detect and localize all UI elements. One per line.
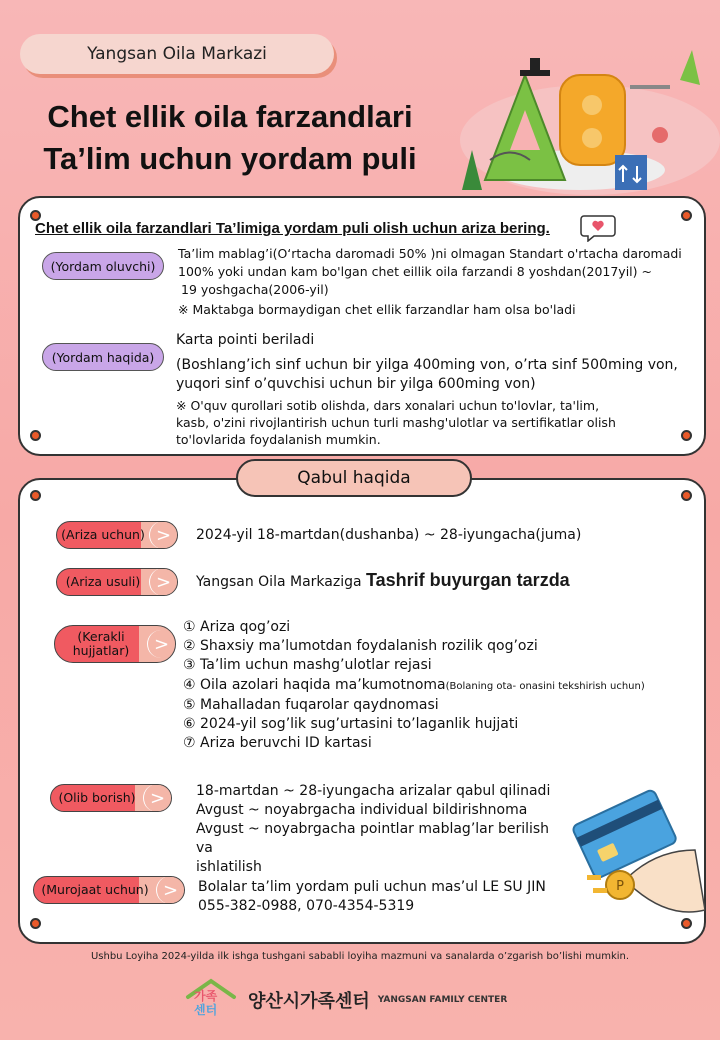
support-description: Karta pointi beriladi (Boshlang’ich sinf uchun bir yilga 400ming von, o’rta sinf 500ming von, yuqori sinf o’quvchisi uchun bir yilga 600ming von) — [176, 332, 678, 392]
list-item: ⑤ Mahalladan fuqarolar qaydnomasi — [183, 696, 439, 713]
period-text: 2024-yil 18-martdan(dushanba) ~ 28-iyungacha(juma) — [196, 527, 582, 543]
corner-dot — [30, 430, 41, 441]
organization-pill — [20, 34, 334, 74]
documents-tag: (Kerakli hujjatlar) > — [54, 625, 176, 663]
method-tag: (Ariza usuli) > — [56, 568, 178, 596]
page-title — [20, 96, 440, 180]
corner-dot — [30, 918, 41, 929]
abc-blocks-illustration — [430, 30, 720, 205]
list-item: ① Ariza qog’ozi — [183, 619, 291, 635]
title-line-2: Ta’lim uchun yordam puli — [43, 141, 417, 176]
arrow-right-icon: > — [149, 521, 177, 549]
list-item: ② Shaxsiy ma’lumotdan foydalanish rozilik qog’ozi — [183, 638, 538, 655]
corner-dot — [30, 490, 41, 501]
process-description: 18-martdan ~ 28-iyungacha arizalar qabul qilinadi Avgust ~ noyabrgacha individual bildirishnoma Avgust ~ noyabrgacha pointlar mablag’lar berilish va ishlatilish — [196, 783, 551, 875]
organization-name: Yangsan Oila Markazi — [87, 44, 267, 64]
title-line-1: Chet ellik oila farzandlari — [47, 99, 413, 134]
support-note: ※ O'quv qurollari sotib olishda, dars xonalari uchun to'lovlar, ta'lim, kasb, o'zini rivojlantirish uchun turli mashg'ulotlar va sertifikatlar olish to'lovlarida foydalanish mumkin. — [176, 398, 616, 447]
list-item: ⑥ 2024-yil sog’lik sug’urtasini to’laganlik hujjati — [183, 716, 519, 733]
logo-korean-name: 양산시가족센터 — [248, 991, 370, 1012]
corner-dot — [681, 918, 692, 929]
heart-bubble-icon — [580, 212, 616, 242]
logo-english-name: YANGSAN FAMILY CENTER — [377, 995, 508, 1005]
family-center-logo — [182, 975, 542, 1025]
card-hand-illustration — [565, 785, 705, 915]
arrow-right-icon: > — [147, 630, 175, 658]
svg-text:P: P — [616, 879, 624, 894]
logo-mark: 가족 센터 — [182, 977, 240, 1023]
method-text: Yangsan Oila Markaziga Tashrif buyurgan tarzda — [196, 570, 570, 590]
corner-dot — [681, 490, 692, 501]
panel-headline: Chet ellik oila farzandlari Ta’limiga yordam puli olish uchun ariza bering. — [35, 220, 550, 237]
list-item: ④ Oila azolari haqida ma’kumotnoma(Bolaning ota- onasini tekshirish uchun) — [183, 676, 645, 693]
process-tag: (Olib borish) > — [50, 784, 172, 812]
list-item: ⑦ Ariza beruvchi ID kartasi — [183, 735, 372, 752]
contact-description: Bolalar ta’lim yordam puli uchun mas’ul LE SU JIN 055-382-0988, 070-4354-5319 — [198, 879, 546, 914]
section-title-pill — [236, 459, 472, 497]
arrow-right-icon: > — [156, 876, 184, 904]
footer-note: Ushbu Loyiha 2024-yilda ilk ishga tushgani sababli loyiha mazmuni va sanalarda o’zgarish bo’lishi mumkin. — [90, 951, 630, 962]
corner-dot — [681, 210, 692, 221]
list-item: ③ Ta’lim uchun mashg’ulotlar rejasi — [183, 657, 432, 674]
contact-tag: (Murojaat uchun) > — [33, 876, 185, 904]
documents-list — [183, 618, 703, 753]
support-tag: (Yordam haqida) — [42, 343, 164, 371]
arrow-right-icon: > — [143, 784, 171, 812]
recipient-tag: (Yordam oluvchi) — [42, 252, 164, 280]
period-tag: (Ariza uchun) > — [56, 521, 178, 549]
arrow-right-icon: > — [149, 568, 177, 596]
recipient-description: Ta’lim mablag’i(O‘rtacha daromadi 50% )ni olmagan Standart o'rtacha daromadi 100% yoki undan kam bo'lgan chet eillik oila farzandi 8 yoshdan(2017yil) ~ 19 yoshgacha(2006-yil) ※ Maktabga bormaydigan chet ellik farzandlar ham olsa bo'ladi — [178, 246, 682, 317]
section-title: Qabul haqida — [297, 468, 411, 488]
